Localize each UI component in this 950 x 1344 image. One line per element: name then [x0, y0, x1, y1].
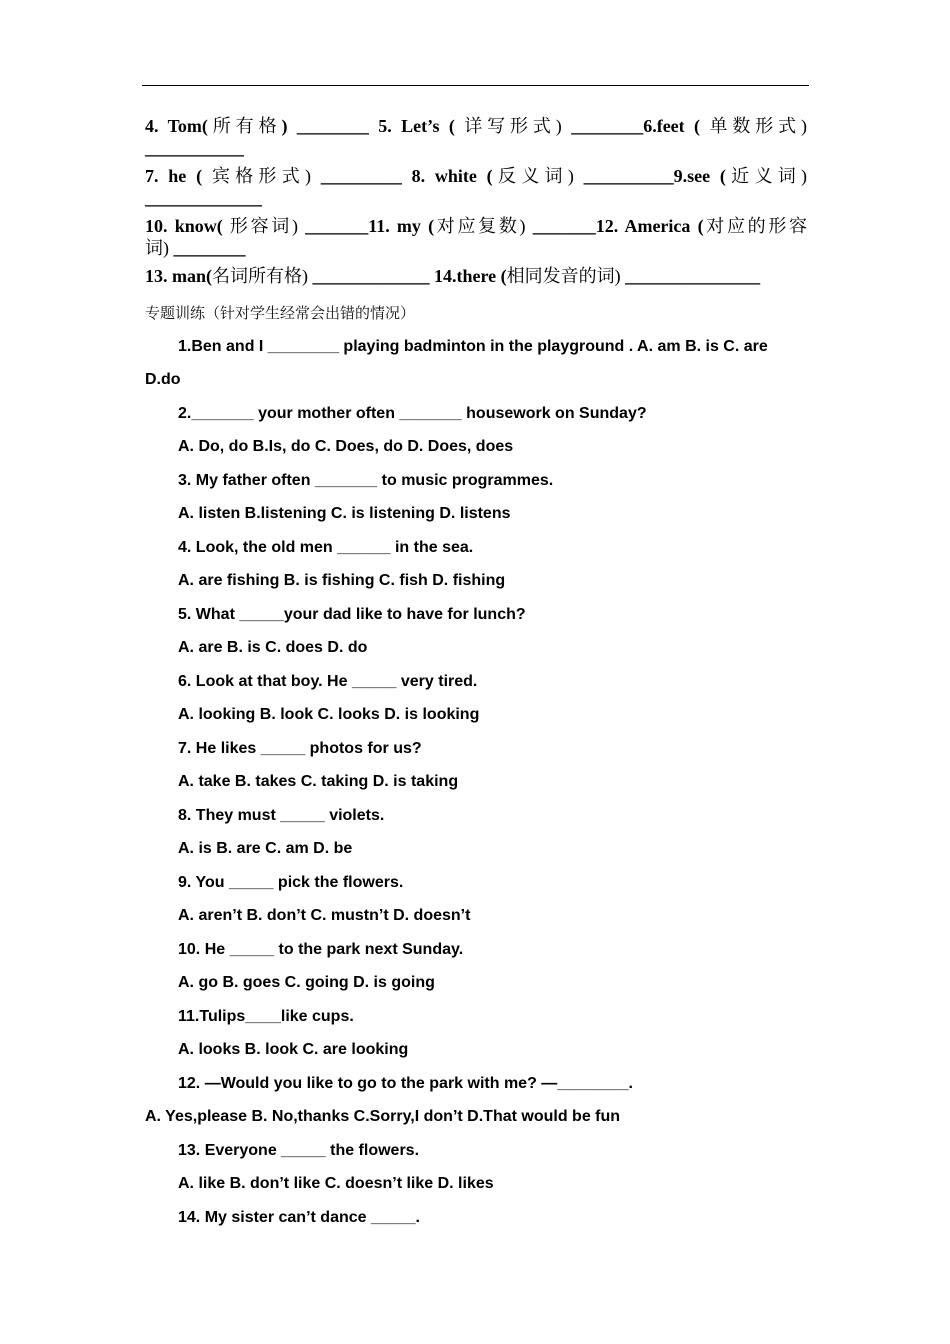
question-2-options: A. Do, do B.Is, do C. Does, do D. Does, does: [178, 438, 514, 455]
question-7-options: A. take B. takes C. taking D. is taking: [178, 773, 459, 790]
question-2: 2._______ your mother often _______ housework on Sunday?: [178, 405, 647, 422]
question-1-continuation: D.do: [145, 371, 181, 388]
vocab-row-1: 4. Tom(所有格) ________ 5. Let’s ( 详写形式) ________6.feet ( 单数形式) ___________: [145, 116, 808, 158]
question-10: 10. He _____ to the park next Sunday.: [178, 941, 464, 958]
vocab-row-2: 7. he ( 宾格形式) _________ 8. white (反义词) __________9.see (近义词) _____________: [145, 166, 808, 208]
question-12: 12. —Would you like to go to the park with me? —________.: [178, 1075, 633, 1092]
question-4: 4. Look, the old men ______ in the sea.: [178, 539, 474, 556]
question-13-options: A. like B. don’t like C. doesn’t like D. likes: [178, 1175, 494, 1192]
question-5-options: A. are B. is C. does D. do: [178, 639, 368, 656]
question-7: 7. He likes _____ photos for us?: [178, 740, 422, 757]
question-10-options: A. go B. goes C. going D. is going: [178, 974, 435, 991]
question-9: 9. You _____ pick the flowers.: [178, 874, 404, 891]
question-3-options: A. listen B.listening C. is listening D. listens: [178, 505, 511, 522]
header-rule: [142, 85, 809, 86]
question-1: 1.Ben and I ________ playing badminton in the playground . A. am B. is C. are: [178, 338, 768, 355]
question-5: 5. What _____your dad like to have for lunch?: [178, 606, 526, 623]
question-6-options: A. looking B. look C. looks D. is looking: [178, 706, 480, 723]
question-8: 8. They must _____ violets.: [178, 807, 385, 824]
section-heading: 专题训练（针对学生经常会出错的情况）: [145, 304, 416, 322]
vocab-row-1-tail: ___________: [145, 138, 244, 158]
vocab-row-2-tail: _____________: [145, 188, 262, 208]
vocab-row-4: 13. man(名词所有格) _____________ 14.there (相同发音的词) _______________: [145, 266, 761, 286]
question-4-options: A. are fishing B. is fishing C. fish D. fishing: [178, 572, 506, 589]
vocab-row-3: 10. know( 形容词) _______11. my (对应复数) _______12. America (对应的形容 词) ________: [145, 216, 808, 258]
question-8-options: A. is B. are C. am D. be: [178, 840, 353, 857]
question-13: 13. Everyone _____ the flowers.: [178, 1142, 420, 1159]
question-9-options: A. aren’t B. don’t C. mustn’t D. doesn’t: [178, 907, 471, 924]
vocab-row-3-tail: 词) ________: [145, 238, 246, 258]
question-14: 14. My sister can’t dance _____.: [178, 1209, 420, 1226]
question-6: 6. Look at that boy. He _____ very tired.: [178, 673, 478, 690]
question-11: 11.Tulips____like cups.: [178, 1008, 354, 1025]
question-12-options: A. Yes,please B. No,thanks C.Sorry,I don’t D.That would be fun: [145, 1108, 621, 1125]
question-3: 3. My father often _______ to music programmes.: [178, 472, 554, 489]
question-11-options: A. looks B. look C. are looking: [178, 1041, 409, 1058]
